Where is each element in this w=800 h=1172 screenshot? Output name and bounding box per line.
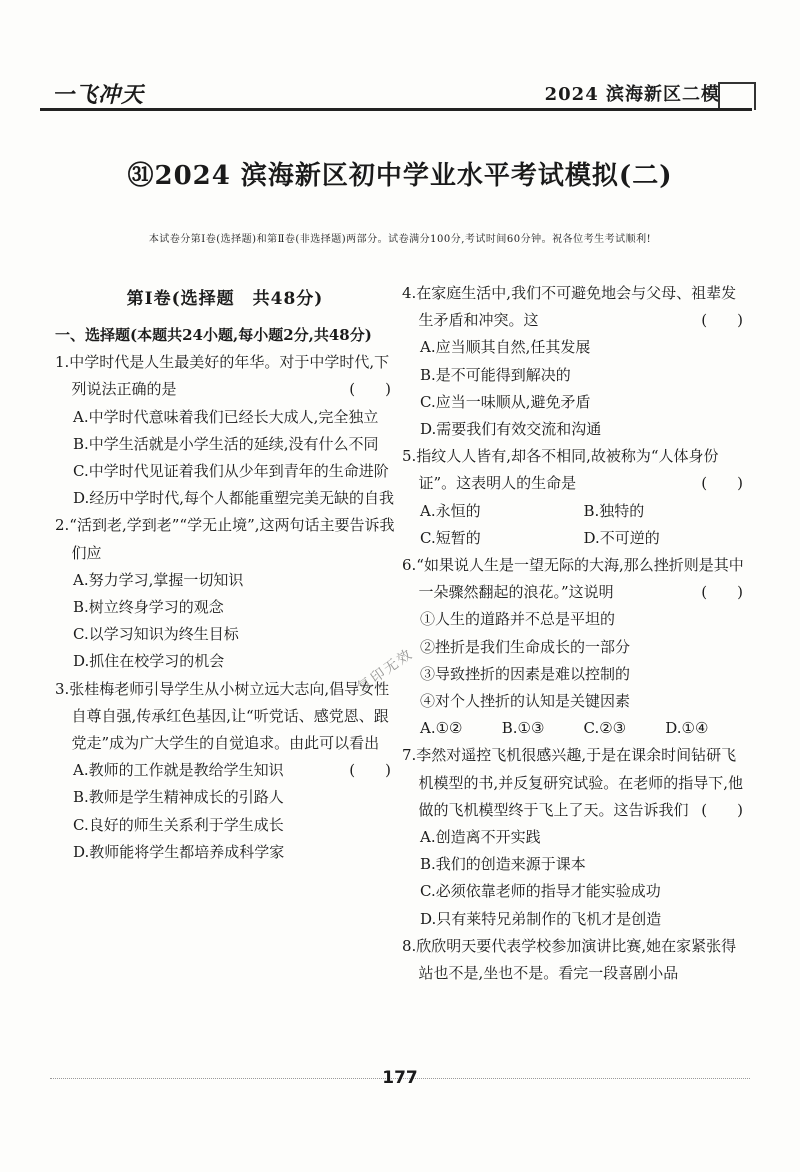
option-d: D.教师能将学生都培养成科学家: [73, 842, 285, 861]
watermark-stamp: 复印无效: [354, 645, 417, 696]
choice-b: B.①③: [501, 719, 545, 738]
exam-notice: 本试卷分第Ⅰ卷(选择题)和第Ⅱ卷(非选择题)两部分。试卷满分100分,考试时间60分钟。祝各位考生考试顺利!: [148, 234, 652, 245]
option-d: D.经历中学时代,每个人都能重塑完美无缺的自我: [73, 489, 395, 508]
answer-paren: ( ): [701, 800, 743, 819]
option-b: B.是不可能得到解决的: [420, 365, 571, 384]
option-b: B.中学生活就是小学生活的延续,没有什么不同: [73, 434, 379, 453]
question-1: [55, 349, 395, 512]
option-row: [420, 525, 747, 552]
answer-paren: ( ): [701, 311, 743, 330]
option-a: A.教师的工作就是教给学生知识: [73, 761, 284, 780]
question-7: [402, 742, 747, 932]
option-b: B.教师是学生精神成长的引路人: [73, 788, 284, 807]
option-a: A.应当顺其自然,任其发展: [420, 338, 591, 357]
choice-row: [420, 715, 747, 742]
question-stem: 1.中学时代是人生最美好的年华。对于中学时代,下列说法正确的是 ( ): [55, 349, 395, 403]
option-a: A.努力学习,掌握一切知识: [73, 570, 244, 589]
option-d: D.只有莱特兄弟制作的飞机才是创造: [420, 909, 662, 928]
answer-paren: ( ): [349, 380, 391, 399]
question-6: [402, 552, 747, 742]
option-c: C.以学习知识为终生目标: [73, 625, 239, 644]
option-c: C.良好的师生关系利于学生成长: [73, 815, 284, 834]
option-d: D.需要我们有效交流和沟通: [420, 420, 602, 439]
header-rule: [40, 108, 752, 111]
left-column: [55, 282, 395, 866]
option-a: A.中学时代意味着我们已经长大成人,完全独立: [73, 407, 379, 426]
answer-paren: ( ): [349, 761, 391, 780]
option-a: A.永恒的: [420, 501, 481, 520]
option-c: C.中学时代见证着我们从少年到青年的生命进阶: [73, 462, 389, 481]
answer-paren: ( ): [701, 583, 743, 602]
page-number: 177: [382, 1068, 418, 1088]
answer-paren: ( ): [701, 474, 743, 493]
header-tab-decoration: [718, 82, 756, 110]
choice-c: C.②③: [583, 719, 627, 738]
exam-series-label: 2024 滨海新区二模: [544, 84, 720, 105]
statement-2: ②挫折是我们生命成长的一部分: [420, 637, 631, 656]
choice-a: A.①②: [420, 719, 463, 738]
option-c: C.必须依靠老师的指导才能实验成功: [420, 882, 661, 901]
statement-3: ③导致挫折的因素是难以控制的: [420, 664, 631, 683]
section-heading: 第Ⅰ卷(选择题 共48分): [126, 289, 324, 309]
question-stem: 7.李然对遥控飞机很感兴趣,于是在课余时间钻研飞机模型的书,并反复研究试验。在老师的指导下,他做的飞机模型终于飞上了天。这告诉我们 ( ): [402, 742, 747, 824]
choice-d: D.①④: [665, 719, 709, 738]
question-stem: 5.指纹人人皆有,却各不相同,故被称为“人体身份证”。这表明人的生命是 ( ): [402, 443, 747, 497]
right-column: [402, 280, 747, 987]
option-c: C.短暂的: [420, 528, 481, 547]
brand-logo: 一飞冲天: [52, 83, 145, 108]
option-b: B.树立终身学习的观念: [73, 598, 224, 617]
question-3: [55, 676, 395, 866]
question-8: [402, 933, 747, 987]
option-a: A.创造离不开实践: [420, 828, 541, 847]
option-b: B.独特的: [583, 501, 645, 520]
question-stem: 4.在家庭生活中,我们不可避免地会与父母、祖辈发生矛盾和冲突。这 ( ): [402, 280, 747, 334]
question-stem: 6.“如果说人生是一望无际的大海,那么挫折则是其中一朵骤然翻起的浪花。”这说明 ( ): [402, 552, 747, 606]
statement-1: ①人生的道路并不总是平坦的: [420, 610, 616, 629]
question-stem: 2.“活到老,学到老”“学无止境”,这两句话主要告诉我们应: [55, 516, 395, 562]
question-stem: 3.张桂梅老师引导学生从小树立远大志向,倡导女性自尊自强,传承红色基因,让“听党话、感党恩、跟党走”成为广大学生的自觉追求。由此可以看出 ( ): [55, 676, 395, 758]
option-d: D.抓住在校学习的机会: [73, 652, 225, 671]
question-stem: 8.欣欣明天要代表学校参加演讲比赛,她在家紧张得站也不是,坐也不是。看完一段喜剧小品: [402, 936, 737, 983]
question-5: [402, 443, 747, 552]
option-c: C.应当一味顺从,避免矛盾: [420, 392, 591, 411]
page-title: ㉛2024 滨海新区初中学业水平考试模拟(二): [127, 161, 673, 191]
option-row: [420, 498, 747, 525]
option-d: D.不可逆的: [583, 528, 660, 547]
statement-4: ④对个人挫折的认知是关键因素: [420, 692, 631, 711]
question-4: [402, 280, 747, 443]
question-category: 一、选择题(本题共24小题,每小题2分,共48分): [55, 326, 372, 344]
option-b: B.我们的创造来源于课本: [420, 855, 586, 874]
